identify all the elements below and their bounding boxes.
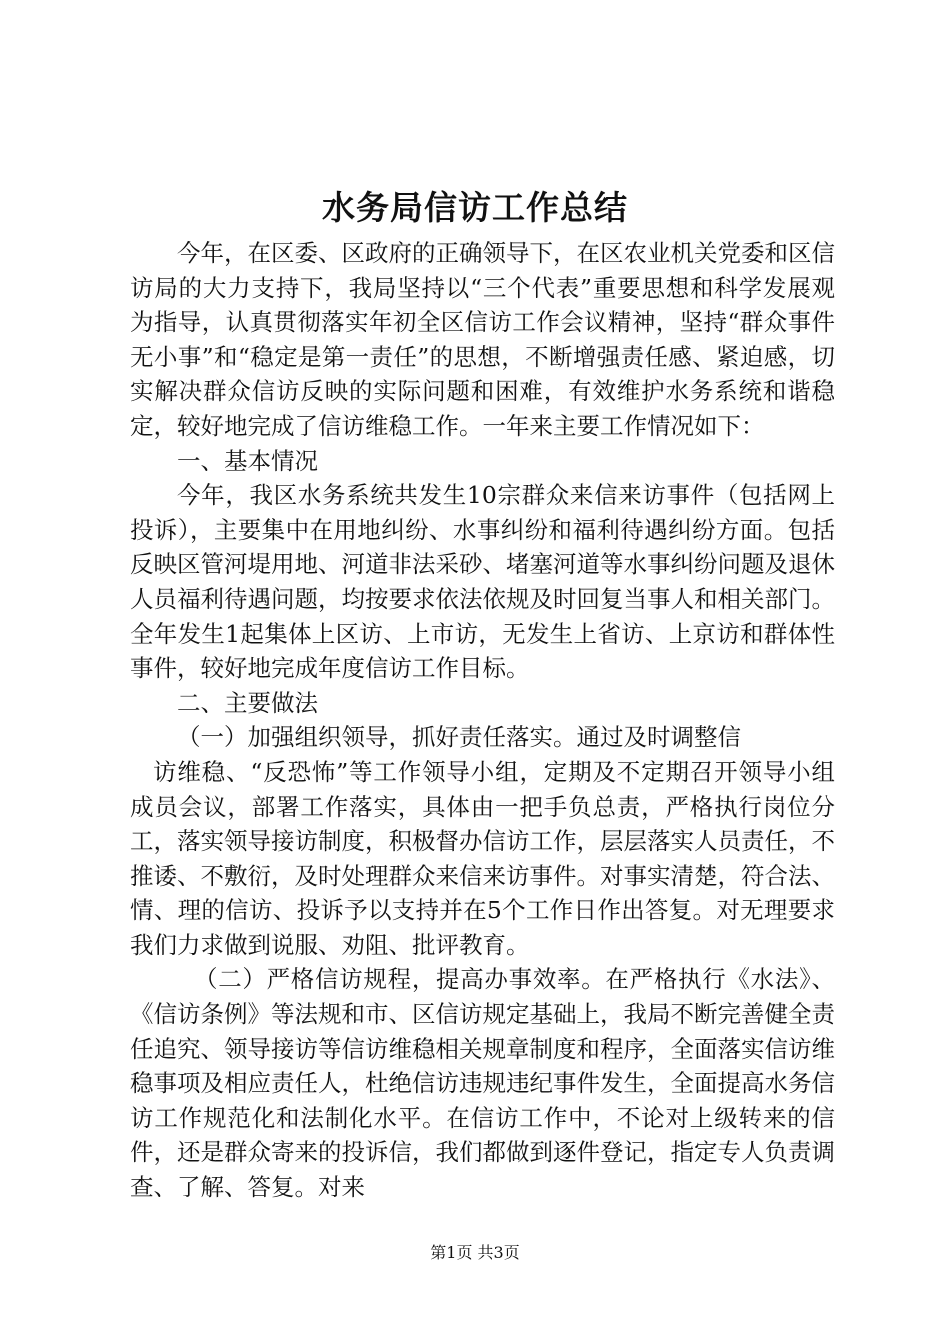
subsection-1-title: （一）加强组织领导，抓好责任落实。通过及时调整信 xyxy=(177,723,741,752)
subsection-1-body: 访维稳、“反恐怖”等工作领导小组，定期及不定期召开领导小组成员会议，部署工作落实，具体由一把手负总责，严格执行岗位分工，落实领导接访制度，积极督办信访工作，层层落实人员责任，不推诿、不敷衍，及时处理群众来信来访事件。对事实清楚，符合法、情、理的信访、投诉予以支持并在5个工作日作出答复。对无理要求我们力求做到说服、劝阻、批评教育。 xyxy=(130,757,835,959)
basic-situation-paragraph: 今年，我区水务系统共发生10宗群众来信来访事件（包括网上投诉），主要集中在用地纠纷、水事纠纷和福利待遇纠纷方面。包括反映区管河堤用地、河道非法采砂、堵塞河道等水事纠纷问题及退休人员福利待遇问题，均按要求依法依规及时回复当事人和相关部门。全年发生1起集体上区访、上市访，无发生上省访、上京访和群体性事件，较好地完成年度信访工作目标。 xyxy=(130,481,835,683)
subsection-2-paragraph: （二）严格信访规程，提高办事效率。在严格执行《水法》、《信访条例》等法规和市、区信访规定基础上，我局不断完善健全责任追究、领导接访等信访维稳相关规章制度和程序，全面落实信访维稳事项及相应责任人，杜绝信访违规违纪事件发生，全面提高水务信访工作规范化和法制化水平。在信访工作中，不论对上级转来的信件，还是群众寄来的投诉信，我们都做到逐件登记，指定专人负责调查、了解、答复。对来 xyxy=(130,965,835,1202)
page-footer: 第1页 共3页 xyxy=(430,1243,520,1262)
document-body xyxy=(130,236,835,1205)
section-heading-methods: 二、主要做法 xyxy=(177,688,318,717)
intro-paragraph: 今年，在区委、区政府的正确领导下，在区农业机关党委和区信访局的大力支持下，我局坚持以“三个代表”重要思想和科学发展观为指导，认真贯彻落实年初全区信访工作会议精神，坚持“群众事件无小事”和“稳定是第一责任”的思想，不断增强责任感、紧迫感，切实解决群众信访反映的实际问题和困难，有效维护水务系统和谐稳定，较好地完成了信访维稳工作。一年来主要工作情况如下： xyxy=(130,239,835,440)
document-title: 水务局信访工作总结 xyxy=(322,188,628,227)
section-heading-basic: 一、基本情况 xyxy=(177,446,318,475)
